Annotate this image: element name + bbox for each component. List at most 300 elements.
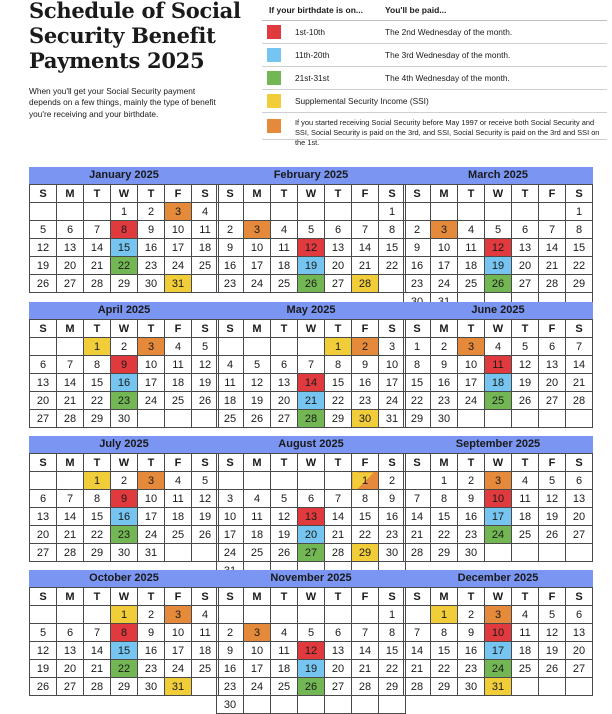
- week-row: [217, 374, 406, 392]
- day-cell: 19: [30, 257, 57, 275]
- day-cell: 8: [379, 624, 406, 642]
- day-cell: 22: [431, 526, 458, 544]
- weekday-label: T: [271, 588, 298, 606]
- day-cell: 14: [566, 356, 593, 374]
- legend-row-11th-20th: [262, 44, 607, 67]
- day-cell: 24: [431, 275, 458, 293]
- day-cell: 2: [138, 203, 165, 221]
- day-cell: 25: [485, 392, 512, 410]
- day-cell: 10: [244, 642, 271, 660]
- day-cell: 5: [192, 338, 219, 356]
- day-cell: 7: [539, 221, 566, 239]
- weekday-label: M: [431, 454, 458, 472]
- day-cell: 14: [404, 508, 431, 526]
- empty-day-cell: [431, 203, 458, 221]
- day-cell: 4: [485, 338, 512, 356]
- day-cell: 2: [111, 472, 138, 490]
- empty-day-cell: [325, 606, 352, 624]
- day-cell: 21: [57, 392, 84, 410]
- weekday-label: S: [566, 588, 593, 606]
- green-swatch: [267, 71, 281, 85]
- legend: [262, 0, 607, 147]
- empty-day-cell: [458, 410, 485, 428]
- day-cell: 11: [512, 624, 539, 642]
- day-cell: 13: [298, 508, 325, 526]
- empty-day-cell: [57, 203, 84, 221]
- day-cell: 26: [244, 410, 271, 428]
- week-row: [404, 642, 593, 660]
- day-cell: 25: [271, 275, 298, 293]
- day-cell: 11: [165, 356, 192, 374]
- day-cell: 6: [30, 490, 57, 508]
- empty-day-cell: [192, 275, 219, 293]
- day-cell: 8: [84, 356, 111, 374]
- weekday-label: W: [298, 454, 325, 472]
- empty-day-cell: [566, 544, 593, 562]
- day-cell: 3: [217, 490, 244, 508]
- week-row: [30, 490, 219, 508]
- day-cell: 5: [298, 624, 325, 642]
- day-cell: 22: [325, 392, 352, 410]
- legend-col-birthdate: If your birthdate is on...: [269, 5, 363, 15]
- week-row: [217, 392, 406, 410]
- weekday-label: W: [111, 588, 138, 606]
- day-cell: 25: [512, 526, 539, 544]
- day-cell: 25: [458, 275, 485, 293]
- day-cell: 29: [111, 678, 138, 696]
- day-cell: 5: [485, 221, 512, 239]
- day-cell: 11: [244, 508, 271, 526]
- weekday-label: M: [57, 320, 84, 338]
- month-title: May 2025: [216, 302, 406, 319]
- day-cell: 10: [485, 490, 512, 508]
- day-cell: 15: [379, 239, 406, 257]
- day-cell: 26: [512, 392, 539, 410]
- day-cell: 17: [431, 257, 458, 275]
- weekday-label: M: [57, 454, 84, 472]
- day-cell: 19: [244, 392, 271, 410]
- week-row: [404, 472, 593, 490]
- day-cell: 3: [138, 338, 165, 356]
- day-cell: 16: [111, 374, 138, 392]
- day-cell: 24: [165, 660, 192, 678]
- week-row: [217, 338, 406, 356]
- day-cell: 12: [30, 239, 57, 257]
- day-cell: 22: [566, 257, 593, 275]
- weekday-label: F: [165, 320, 192, 338]
- day-cell: 15: [431, 642, 458, 660]
- month-calendar: [403, 436, 593, 562]
- weekday-label: T: [84, 454, 111, 472]
- day-cell: 27: [271, 410, 298, 428]
- week-row: [217, 606, 406, 624]
- day-cell: 3: [165, 203, 192, 221]
- day-cell: 26: [298, 275, 325, 293]
- weekday-label: S: [566, 185, 593, 203]
- weekday-label: F: [352, 588, 379, 606]
- day-cell: 6: [298, 490, 325, 508]
- day-cell: 11: [165, 490, 192, 508]
- intro-text: When you'll get your Social Security payment depends on a few things, mainly the type of benefit you're receiving and your birthdate.: [29, 86, 216, 119]
- week-row: [404, 203, 593, 221]
- day-cell: 16: [138, 642, 165, 660]
- day-cell: 17: [485, 642, 512, 660]
- legend-label: 11th-20th: [295, 50, 330, 60]
- week-row: [404, 508, 593, 526]
- weekday-label: T: [138, 454, 165, 472]
- empty-day-cell: [30, 338, 57, 356]
- day-cell: 17: [217, 526, 244, 544]
- weekday-label: S: [192, 588, 219, 606]
- day-cell: 18: [271, 257, 298, 275]
- day-cell: 12: [485, 239, 512, 257]
- week-row: [404, 606, 593, 624]
- day-cell: 18: [458, 257, 485, 275]
- day-cell: 15: [111, 642, 138, 660]
- day-cell: 8: [111, 624, 138, 642]
- day-cell: 6: [512, 221, 539, 239]
- month-table: [29, 184, 219, 293]
- empty-day-cell: [217, 338, 244, 356]
- month-table: [29, 587, 219, 696]
- day-cell: 19: [271, 526, 298, 544]
- day-cell: 6: [566, 472, 593, 490]
- weekday-label: W: [298, 320, 325, 338]
- day-cell: 16: [458, 508, 485, 526]
- legend-row-1st-10th: [262, 21, 607, 44]
- week-row: [217, 221, 406, 239]
- weekday-label: M: [431, 185, 458, 203]
- day-cell: 12: [30, 642, 57, 660]
- day-cell: 27: [566, 660, 593, 678]
- day-cell: 26: [271, 544, 298, 562]
- day-cell: 6: [566, 606, 593, 624]
- day-cell: 28: [57, 544, 84, 562]
- month-title: April 2025: [29, 302, 219, 319]
- day-cell: 11: [271, 642, 298, 660]
- day-cell: 7: [57, 490, 84, 508]
- day-cell: 20: [566, 642, 593, 660]
- day-cell: 30: [458, 678, 485, 696]
- day-cell: 27: [30, 410, 57, 428]
- weekday-label: W: [111, 320, 138, 338]
- empty-day-cell: [30, 472, 57, 490]
- weekday-row: [404, 588, 593, 606]
- day-cell: 14: [352, 642, 379, 660]
- weekday-label: S: [566, 320, 593, 338]
- day-cell: 18: [271, 660, 298, 678]
- day-cell: 7: [84, 624, 111, 642]
- week-row: [30, 606, 219, 624]
- day-cell: 28: [404, 544, 431, 562]
- weekday-label: F: [165, 588, 192, 606]
- month-title: September 2025: [403, 436, 593, 453]
- legend-row-pre-1997: [262, 113, 607, 147]
- day-cell: 22: [111, 257, 138, 275]
- day-cell: 17: [379, 374, 406, 392]
- day-cell: 1: [431, 472, 458, 490]
- weekday-row: [30, 588, 219, 606]
- day-cell: 1: [379, 203, 406, 221]
- day-cell: 21: [325, 526, 352, 544]
- day-cell: 4: [512, 472, 539, 490]
- week-row: [217, 642, 406, 660]
- day-cell: 1: [352, 472, 379, 490]
- day-cell: 15: [111, 239, 138, 257]
- day-cell: 19: [298, 257, 325, 275]
- weekday-row: [30, 454, 219, 472]
- day-cell: 19: [30, 660, 57, 678]
- day-cell: 26: [539, 526, 566, 544]
- week-row: [404, 410, 593, 428]
- month-calendar: [216, 167, 406, 293]
- day-cell: 13: [325, 642, 352, 660]
- month-title: January 2025: [29, 167, 219, 184]
- day-cell: 21: [84, 660, 111, 678]
- month-calendar: [29, 436, 219, 562]
- day-cell: 28: [404, 678, 431, 696]
- day-cell: 24: [485, 526, 512, 544]
- empty-day-cell: [138, 410, 165, 428]
- day-cell: 5: [298, 221, 325, 239]
- day-cell: 13: [325, 239, 352, 257]
- day-cell: 7: [298, 356, 325, 374]
- day-cell: 23: [458, 660, 485, 678]
- week-row: [217, 490, 406, 508]
- empty-day-cell: [217, 203, 244, 221]
- day-cell: 4: [458, 221, 485, 239]
- weekday-label: F: [352, 454, 379, 472]
- weekday-label: S: [217, 454, 244, 472]
- week-row: [217, 624, 406, 642]
- day-cell: 10: [138, 490, 165, 508]
- month-calendar: [29, 167, 219, 293]
- weekday-row: [30, 185, 219, 203]
- empty-day-cell: [512, 410, 539, 428]
- day-cell: 16: [217, 257, 244, 275]
- day-cell: 29: [325, 410, 352, 428]
- empty-day-cell: [298, 203, 325, 221]
- weekday-label: T: [512, 588, 539, 606]
- day-cell: 28: [325, 544, 352, 562]
- legend-row-ssi: [262, 90, 607, 113]
- week-row: [217, 526, 406, 544]
- day-cell: 27: [566, 526, 593, 544]
- day-cell: 29: [566, 275, 593, 293]
- week-row: [30, 472, 219, 490]
- weekday-label: S: [30, 320, 57, 338]
- day-cell: 12: [512, 356, 539, 374]
- week-row: [404, 490, 593, 508]
- weekday-label: S: [30, 185, 57, 203]
- weekday-label: S: [404, 320, 431, 338]
- day-cell: 27: [57, 678, 84, 696]
- weekday-label: S: [192, 185, 219, 203]
- day-cell: 22: [431, 660, 458, 678]
- day-cell: 27: [30, 544, 57, 562]
- weekday-label: T: [84, 320, 111, 338]
- day-cell: 29: [352, 544, 379, 562]
- day-cell: 15: [379, 642, 406, 660]
- legend-label: Supplemental Security Income (SSI): [295, 96, 429, 106]
- day-cell: 2: [217, 624, 244, 642]
- day-cell: 16: [111, 508, 138, 526]
- day-cell: 29: [111, 275, 138, 293]
- day-cell: 9: [458, 624, 485, 642]
- empty-day-cell: [404, 606, 431, 624]
- empty-day-cell: [379, 275, 406, 293]
- weekday-label: M: [57, 588, 84, 606]
- month-title: June 2025: [403, 302, 593, 319]
- week-row: [404, 678, 593, 696]
- day-cell: 19: [512, 374, 539, 392]
- day-cell: 25: [165, 526, 192, 544]
- week-row: [30, 203, 219, 221]
- month-title: March 2025: [403, 167, 593, 184]
- weekday-row: [404, 320, 593, 338]
- week-row: [217, 660, 406, 678]
- weekday-label: W: [111, 185, 138, 203]
- weekday-label: W: [298, 588, 325, 606]
- month-table: [403, 319, 593, 428]
- week-row: [404, 392, 593, 410]
- page-title: Schedule of Social Security Benefit Payments 2025: [29, 0, 241, 73]
- empty-day-cell: [566, 678, 593, 696]
- day-cell: 30: [379, 544, 406, 562]
- day-cell: 22: [352, 526, 379, 544]
- weekday-label: F: [165, 185, 192, 203]
- week-row: [404, 544, 593, 562]
- day-cell: 17: [485, 508, 512, 526]
- day-cell: 9: [217, 239, 244, 257]
- day-cell: 10: [485, 624, 512, 642]
- empty-day-cell: [485, 410, 512, 428]
- day-cell: 24: [458, 392, 485, 410]
- day-cell: 1: [431, 606, 458, 624]
- empty-day-cell: [352, 203, 379, 221]
- weekday-label: T: [458, 454, 485, 472]
- legend-paid: The 3rd Wednesday of the month.: [385, 50, 511, 60]
- day-cell: 30: [138, 275, 165, 293]
- day-cell: 12: [539, 490, 566, 508]
- week-row: [217, 472, 406, 490]
- month-calendar: [403, 167, 593, 311]
- empty-day-cell: [352, 606, 379, 624]
- day-cell: 5: [192, 472, 219, 490]
- day-cell: 14: [84, 239, 111, 257]
- day-cell: 3: [379, 338, 406, 356]
- empty-day-cell: [404, 472, 431, 490]
- week-row: [404, 660, 593, 678]
- day-cell: 13: [566, 490, 593, 508]
- day-cell: 2: [404, 221, 431, 239]
- day-cell: 9: [138, 221, 165, 239]
- day-cell: 13: [539, 356, 566, 374]
- weekday-label: M: [431, 588, 458, 606]
- day-cell: 13: [271, 374, 298, 392]
- weekday-label: T: [512, 185, 539, 203]
- day-cell: 18: [217, 392, 244, 410]
- day-cell: 4: [192, 606, 219, 624]
- day-cell: 20: [566, 508, 593, 526]
- day-cell: 17: [458, 374, 485, 392]
- day-cell: 29: [379, 678, 406, 696]
- day-cell: 3: [138, 472, 165, 490]
- weekday-label: W: [485, 588, 512, 606]
- yellow-swatch: [267, 94, 281, 108]
- weekday-label: T: [325, 320, 352, 338]
- weekday-label: T: [271, 454, 298, 472]
- day-cell: 24: [485, 660, 512, 678]
- week-row: [30, 660, 219, 678]
- weekday-label: F: [352, 185, 379, 203]
- day-cell: 21: [57, 526, 84, 544]
- day-cell: 29: [431, 544, 458, 562]
- day-cell: 6: [57, 624, 84, 642]
- empty-day-cell: [539, 410, 566, 428]
- month-calendar: [29, 302, 219, 428]
- day-cell: 17: [165, 642, 192, 660]
- day-cell: 22: [111, 660, 138, 678]
- month-title: July 2025: [29, 436, 219, 453]
- day-cell: 7: [57, 356, 84, 374]
- day-cell: 23: [111, 392, 138, 410]
- day-cell: 20: [271, 392, 298, 410]
- week-row: [217, 544, 406, 562]
- week-row: [217, 678, 406, 696]
- day-cell: 1: [325, 338, 352, 356]
- weekday-label: W: [111, 454, 138, 472]
- day-cell: 9: [379, 490, 406, 508]
- day-cell: 8: [379, 221, 406, 239]
- month-table: [216, 319, 406, 428]
- weekday-label: M: [431, 320, 458, 338]
- day-cell: 16: [217, 660, 244, 678]
- day-cell: 2: [458, 472, 485, 490]
- empty-day-cell: [485, 203, 512, 221]
- day-cell: 19: [192, 374, 219, 392]
- week-row: [30, 356, 219, 374]
- week-row: [30, 338, 219, 356]
- day-cell: 7: [352, 624, 379, 642]
- day-cell: 8: [431, 624, 458, 642]
- day-cell: 29: [404, 410, 431, 428]
- day-cell: 6: [539, 338, 566, 356]
- day-cell: 31: [485, 678, 512, 696]
- day-cell: 16: [379, 508, 406, 526]
- weekday-label: S: [404, 588, 431, 606]
- day-cell: 20: [539, 374, 566, 392]
- weekday-label: S: [217, 320, 244, 338]
- weekday-label: S: [379, 588, 406, 606]
- day-cell: 2: [111, 338, 138, 356]
- day-cell: 10: [458, 356, 485, 374]
- day-cell: 11: [271, 239, 298, 257]
- day-cell: 31: [165, 678, 192, 696]
- legend-label: 21st-31st: [295, 73, 330, 83]
- day-cell: 14: [404, 642, 431, 660]
- day-cell: 1: [566, 203, 593, 221]
- month-calendar: [216, 436, 406, 580]
- day-cell: 10: [217, 508, 244, 526]
- weekday-label: F: [539, 320, 566, 338]
- day-cell: 4: [165, 338, 192, 356]
- day-cell: 23: [138, 660, 165, 678]
- day-cell: 16: [404, 257, 431, 275]
- week-row: [217, 239, 406, 257]
- red-swatch: [267, 25, 281, 39]
- day-cell: 16: [431, 374, 458, 392]
